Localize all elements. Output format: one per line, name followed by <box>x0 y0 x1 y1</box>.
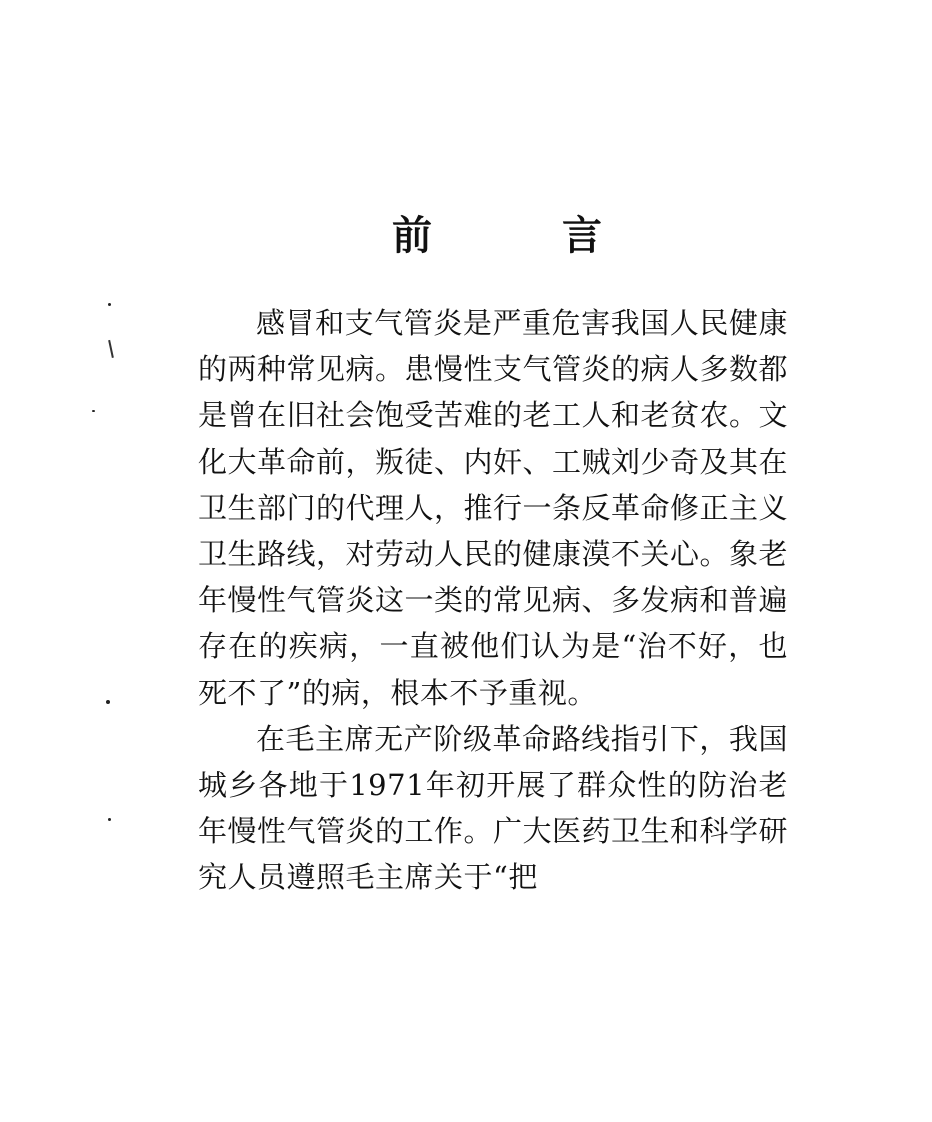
scan-mark <box>108 340 113 358</box>
preface-body <box>198 300 788 901</box>
paragraph-2: 在毛主席无产阶级革命路线指引下，我国城乡各地于1971年初开展了群众性的防治老年慢性气管炎的工作。广大医药卫生和科学研究人员遵照毛主席关于“把 <box>198 721 789 895</box>
scan-speck <box>106 700 110 704</box>
scan-speck <box>92 410 95 412</box>
scan-speck <box>108 303 111 306</box>
paragraph-1: 感冒和支气管炎是严重危害我国人民健康的两种常见病。患慢性支气管炎的病人多数都是曾在旧社会饱受苦难的老工人和老贫农。文化大革命前，叛徒、内奸、工贼刘少奇及其在卫生部门的代理人，推行一条反革命修正主义卫生路线，对劳动人民的健康漠不关心。象老年慢性气管炎这一类的常见病、多发病和普遍存在的疾病，一直被他们认为是“治不好，也死不了”的病，根本不予重视。 <box>198 306 789 710</box>
title-char-2: 言 <box>562 212 602 259</box>
page-title <box>392 208 602 264</box>
title-char-1: 前 <box>392 212 432 259</box>
scan-speck <box>108 818 111 821</box>
